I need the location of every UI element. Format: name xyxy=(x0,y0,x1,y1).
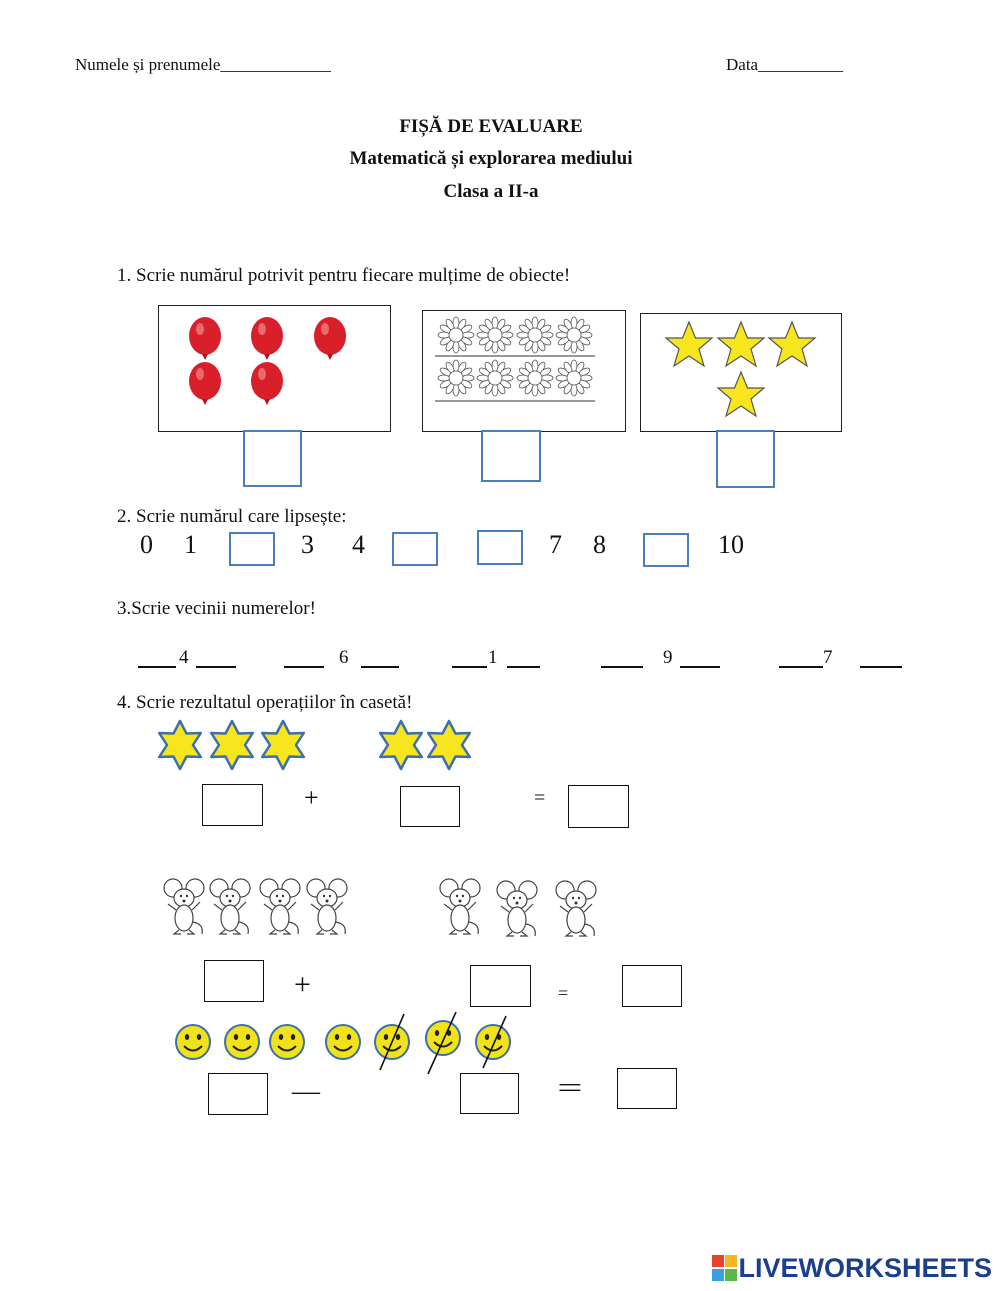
neighbor-blank[interactable] xyxy=(452,666,487,668)
sequence-number: 8 xyxy=(593,530,606,559)
flower-set xyxy=(423,311,625,431)
flower-icon xyxy=(517,360,553,396)
mouse-icon xyxy=(260,879,300,934)
neighbor-blank[interactable] xyxy=(138,666,176,668)
balloon-icon xyxy=(251,362,283,405)
balloon-icon xyxy=(189,362,221,405)
neighbor-blank[interactable] xyxy=(196,666,236,668)
sequence-number: 1 xyxy=(184,530,197,559)
neighbor-number: 7 xyxy=(823,647,833,668)
mouse-icon xyxy=(440,879,480,934)
sequence-number: 3 xyxy=(301,530,314,559)
neighbor-number: 1 xyxy=(488,647,498,668)
op3-left-box[interactable] xyxy=(208,1073,268,1115)
smiley-icon xyxy=(225,1025,259,1059)
sequence-number: 7 xyxy=(549,530,562,559)
worksheet-subject: Matematică și explorarea mediului xyxy=(349,148,633,169)
logo-cubes-icon xyxy=(712,1254,738,1284)
date-field-label: Data__________ xyxy=(726,55,844,74)
mouse-icon xyxy=(556,881,596,936)
sequence-number: 10 xyxy=(718,530,744,559)
answer-box-stars[interactable] xyxy=(716,430,775,488)
op2-mice xyxy=(150,872,610,944)
op1-stars xyxy=(150,715,490,775)
star-icon xyxy=(718,372,764,416)
balloon-set xyxy=(159,306,390,431)
name-field-label: Numele și prenumele_____________ xyxy=(75,55,331,74)
star-set xyxy=(641,314,841,431)
smiley-icon xyxy=(176,1025,210,1059)
task3-prompt: 3.Scrie vecinii numerelor! xyxy=(117,598,316,619)
answer-box-flowers[interactable] xyxy=(481,430,541,482)
missing-number-box[interactable] xyxy=(392,532,438,566)
balloon-icon xyxy=(189,317,221,360)
op3-equals: = xyxy=(557,1073,583,1104)
sequence-number: 4 xyxy=(352,530,365,559)
neighbor-number: 9 xyxy=(663,647,673,668)
neighbor-blank[interactable] xyxy=(361,666,399,668)
op2-equals: = xyxy=(558,983,569,1003)
missing-number-box[interactable] xyxy=(229,532,275,566)
star-icon xyxy=(769,322,815,366)
neighbor-blank[interactable] xyxy=(284,666,324,668)
op2-result-box[interactable] xyxy=(622,965,682,1007)
balloon-set-frame xyxy=(158,305,391,432)
op1-equals: = xyxy=(534,787,546,809)
flower-icon xyxy=(517,317,553,353)
flower-set-frame xyxy=(422,310,626,432)
flower-icon xyxy=(556,360,592,396)
op3-smileys xyxy=(160,1012,530,1078)
star-icon xyxy=(159,721,201,769)
neighbor-blank[interactable] xyxy=(860,666,902,668)
neighbor-blank[interactable] xyxy=(601,666,643,668)
star-icon xyxy=(262,721,304,769)
worksheet-title: FIȘĂ DE EVALUARE xyxy=(399,116,583,137)
op1-right-box[interactable] xyxy=(400,786,460,827)
task2-prompt: 2. Scrie numărul care lipsește: xyxy=(117,506,347,527)
flower-icon xyxy=(438,317,474,353)
op2-left-box[interactable] xyxy=(204,960,264,1002)
mouse-icon xyxy=(307,879,347,934)
op3-result-box[interactable] xyxy=(617,1068,677,1109)
star-icon xyxy=(718,322,764,366)
smiley-icon xyxy=(326,1025,360,1059)
neighbor-blank[interactable] xyxy=(507,666,540,668)
mouse-icon xyxy=(210,879,250,934)
sequence-number: 0 xyxy=(140,530,153,559)
answer-box-balloons[interactable] xyxy=(243,430,302,487)
flower-icon xyxy=(477,360,513,396)
op3-right-box[interactable] xyxy=(460,1073,519,1114)
star-icon xyxy=(380,721,422,769)
star-set-frame xyxy=(640,313,842,432)
mouse-icon xyxy=(497,881,537,936)
missing-number-box[interactable] xyxy=(477,530,523,565)
op1-plus: + xyxy=(304,783,319,812)
missing-number-box[interactable] xyxy=(643,533,689,567)
op2-plus: + xyxy=(294,968,311,1001)
flower-icon xyxy=(438,360,474,396)
neighbor-blank[interactable] xyxy=(779,666,823,668)
brand-name: LIVEWORKSHEETS xyxy=(738,1253,992,1283)
op3-minus: — xyxy=(292,1076,320,1107)
star-icon xyxy=(211,721,253,769)
worksheet-class: Clasa a II-a xyxy=(443,181,539,202)
liveworksheets-logo xyxy=(712,1253,992,1284)
task4-prompt: 4. Scrie rezultatul operațiilor în casetă! xyxy=(117,692,413,713)
flower-icon xyxy=(556,317,592,353)
neighbor-number: 6 xyxy=(339,647,349,668)
star-icon xyxy=(666,322,712,366)
mouse-icon xyxy=(164,879,204,934)
op1-result-box[interactable] xyxy=(568,785,629,828)
smiley-icon xyxy=(476,1025,510,1059)
balloon-icon xyxy=(314,317,346,360)
flower-icon xyxy=(477,317,513,353)
balloon-icon xyxy=(251,317,283,360)
smiley-icon xyxy=(270,1025,304,1059)
neighbor-blank[interactable] xyxy=(680,666,720,668)
op1-left-box[interactable] xyxy=(202,784,263,826)
neighbor-number: 4 xyxy=(179,647,189,668)
task1-prompt: 1. Scrie numărul potrivit pentru fiecare mulțime de obiecte! xyxy=(117,265,571,286)
smiley-icon xyxy=(426,1021,460,1055)
op2-right-box[interactable] xyxy=(470,965,531,1007)
star-icon xyxy=(428,721,470,769)
